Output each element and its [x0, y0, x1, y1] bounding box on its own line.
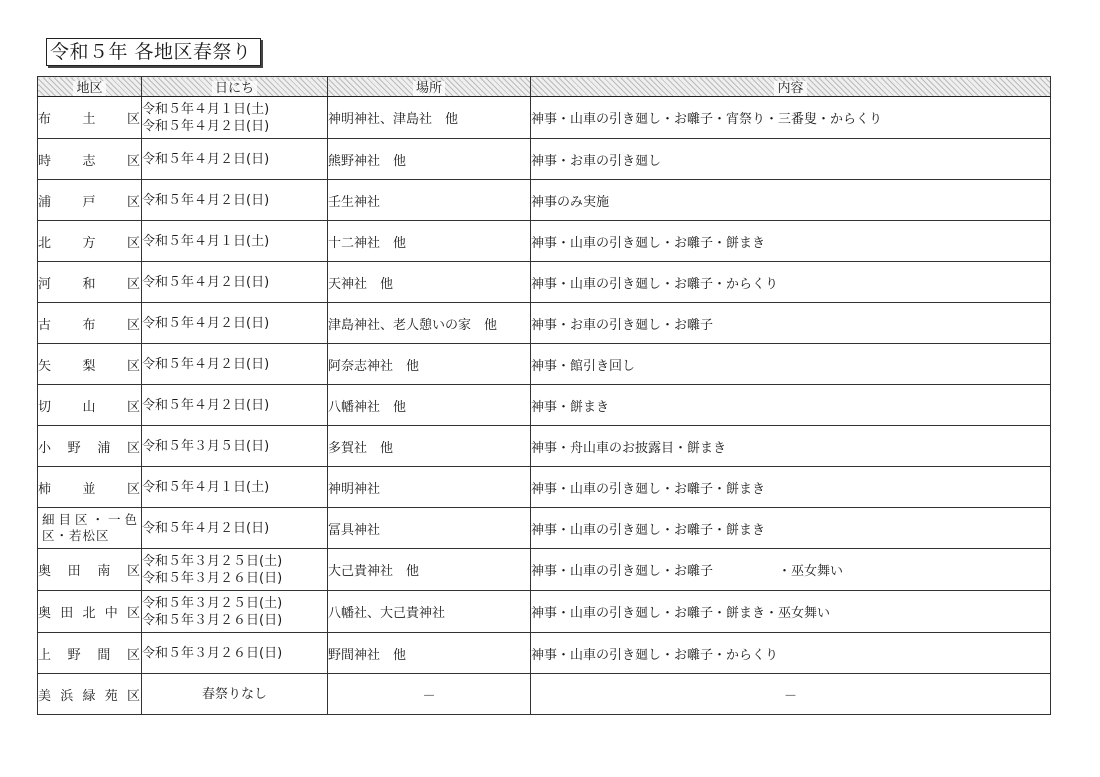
date-cell [142, 508, 328, 549]
table-row [38, 139, 1051, 180]
header-place: 場所 [328, 77, 531, 97]
content-cell: 神事・餅まき [531, 385, 1051, 426]
date-line: 令和５年４月１日(土) [142, 479, 270, 495]
table-row [38, 467, 1051, 508]
district-cell: 奥田北中区 [38, 591, 142, 633]
date-line: 令和５年４月２日(日) [142, 151, 270, 167]
content-cell: 神事・山車の引き廻し・お囃子・からくり [531, 262, 1051, 303]
content-cell: 神事・山車の引き廻し・お囃子・餅まき [531, 221, 1051, 262]
place-cell: 八幡神社 他 [328, 385, 531, 426]
date-cell [142, 426, 328, 467]
table-row [38, 303, 1051, 344]
content-cell: 神事・舟山車のお披露目・餅まき [531, 426, 1051, 467]
date-line: 春祭りなし [201, 686, 267, 702]
content-cell: 神事・お車の引き廻し・お囃子 [531, 303, 1051, 344]
date-line: 令和５年３月２５日(土) [142, 553, 283, 569]
content-cell: 神事・山車の引き廻し・お囃子・宵祭り・三番叟・からくり [531, 97, 1051, 139]
place-cell: 八幡社、大己貴神社 [328, 591, 531, 633]
date-cell [142, 139, 328, 180]
header-date: 日にち [142, 77, 328, 97]
district-cell: 美浜緑苑区 [38, 674, 142, 715]
district-cell: 柿並区 [38, 467, 142, 508]
place-cell: 十二神社 他 [328, 221, 531, 262]
district-cell: 細目区・一色区・若松区 [38, 508, 142, 549]
content-cell: 神事・山車の引き廻し・お囃子 ・巫女舞い [531, 549, 1051, 591]
content-cell: 神事・お車の引き廻し [531, 139, 1051, 180]
date-line: 令和５年３月５日(日) [142, 438, 270, 454]
district-cell: 小野浦区 [38, 426, 142, 467]
content-cell: 神事・山車の引き廻し・お囃子・餅まき [531, 467, 1051, 508]
district-cell: 時志区 [38, 139, 142, 180]
table-row [38, 97, 1051, 139]
place-cell: 多賀社 他 [328, 426, 531, 467]
table-row [38, 385, 1051, 426]
date-line: 令和５年４月２日(日) [142, 118, 270, 134]
place-cell: 神明神社 [328, 467, 531, 508]
date-cell [142, 262, 328, 303]
place-cell: 津島神社、老人憩いの家 他 [328, 303, 531, 344]
district-cell: 上野間区 [38, 633, 142, 674]
table-row [38, 180, 1051, 221]
content-cell: 神事・館引き回し [531, 344, 1051, 385]
content-cell: 神事・山車の引き廻し・お囃子・からくり [531, 633, 1051, 674]
content-cell: 神事・山車の引き廻し・お囃子・餅まき・巫女舞い [531, 591, 1051, 633]
place-cell: 神明神社、津島社 他 [328, 97, 531, 139]
table-row [38, 549, 1051, 591]
district-cell: 矢梨区 [38, 344, 142, 385]
place-cell: － [328, 674, 531, 715]
place-cell: 野間神社 他 [328, 633, 531, 674]
table-row [38, 508, 1051, 549]
table-row [38, 674, 1051, 715]
date-line: 令和５年３月２５日(土) [142, 595, 283, 611]
place-cell: 阿奈志神社 他 [328, 344, 531, 385]
content-cell: － [531, 674, 1051, 715]
date-line: 令和５年４月２日(日) [142, 315, 270, 331]
date-line: 令和５年４月２日(日) [142, 192, 270, 208]
table-row [38, 633, 1051, 674]
table-row [38, 344, 1051, 385]
district-cell: 浦戸区 [38, 180, 142, 221]
content-cell: 神事・山車の引き廻し・お囃子・餅まき [531, 508, 1051, 549]
date-cell [142, 180, 328, 221]
district-cell: 切山区 [38, 385, 142, 426]
date-line: 令和５年４月１日(土) [142, 101, 270, 117]
place-cell: 熊野神社 他 [328, 139, 531, 180]
date-line: 令和５年４月２日(日) [142, 274, 270, 290]
date-cell [142, 633, 328, 674]
table-row [38, 221, 1051, 262]
place-cell: 天神社 他 [328, 262, 531, 303]
date-cell [142, 303, 328, 344]
date-line: 令和５年４月２日(日) [142, 397, 270, 413]
date-cell [142, 385, 328, 426]
district-cell: 北方区 [38, 221, 142, 262]
header-content: 内容 [531, 77, 1051, 97]
date-cell [142, 221, 328, 262]
table-row [38, 262, 1051, 303]
date-line: 令和５年３月２６日(日) [142, 645, 283, 661]
festival-schedule-table [37, 76, 1051, 715]
date-cell [142, 549, 328, 591]
place-cell: 冨具神社 [328, 508, 531, 549]
district-cell: 奥田南区 [38, 549, 142, 591]
header-district: 地区 [38, 77, 142, 97]
date-cell [142, 467, 328, 508]
date-cell [142, 674, 328, 715]
date-cell [142, 97, 328, 139]
table-body [38, 97, 1051, 715]
table-row [38, 426, 1051, 467]
date-line: 令和５年３月２６日(日) [142, 570, 283, 586]
place-cell: 大己貴神社 他 [328, 549, 531, 591]
date-line: 令和５年４月１日(土) [142, 233, 270, 249]
table-row [38, 591, 1051, 633]
district-cell: 古布区 [38, 303, 142, 344]
date-cell [142, 591, 328, 633]
date-cell [142, 344, 328, 385]
date-line: 令和５年４月２日(日) [142, 356, 270, 372]
district-cell: 布土区 [38, 97, 142, 139]
header-row [38, 77, 1051, 97]
document-title: 令和５年 各地区春祭り [46, 38, 261, 66]
date-line: 令和５年４月２日(日) [142, 520, 270, 536]
table-header [38, 77, 1051, 97]
date-line: 令和５年３月２６日(日) [142, 612, 283, 628]
place-cell: 壬生神社 [328, 180, 531, 221]
content-cell: 神事のみ実施 [531, 180, 1051, 221]
district-cell: 河和区 [38, 262, 142, 303]
